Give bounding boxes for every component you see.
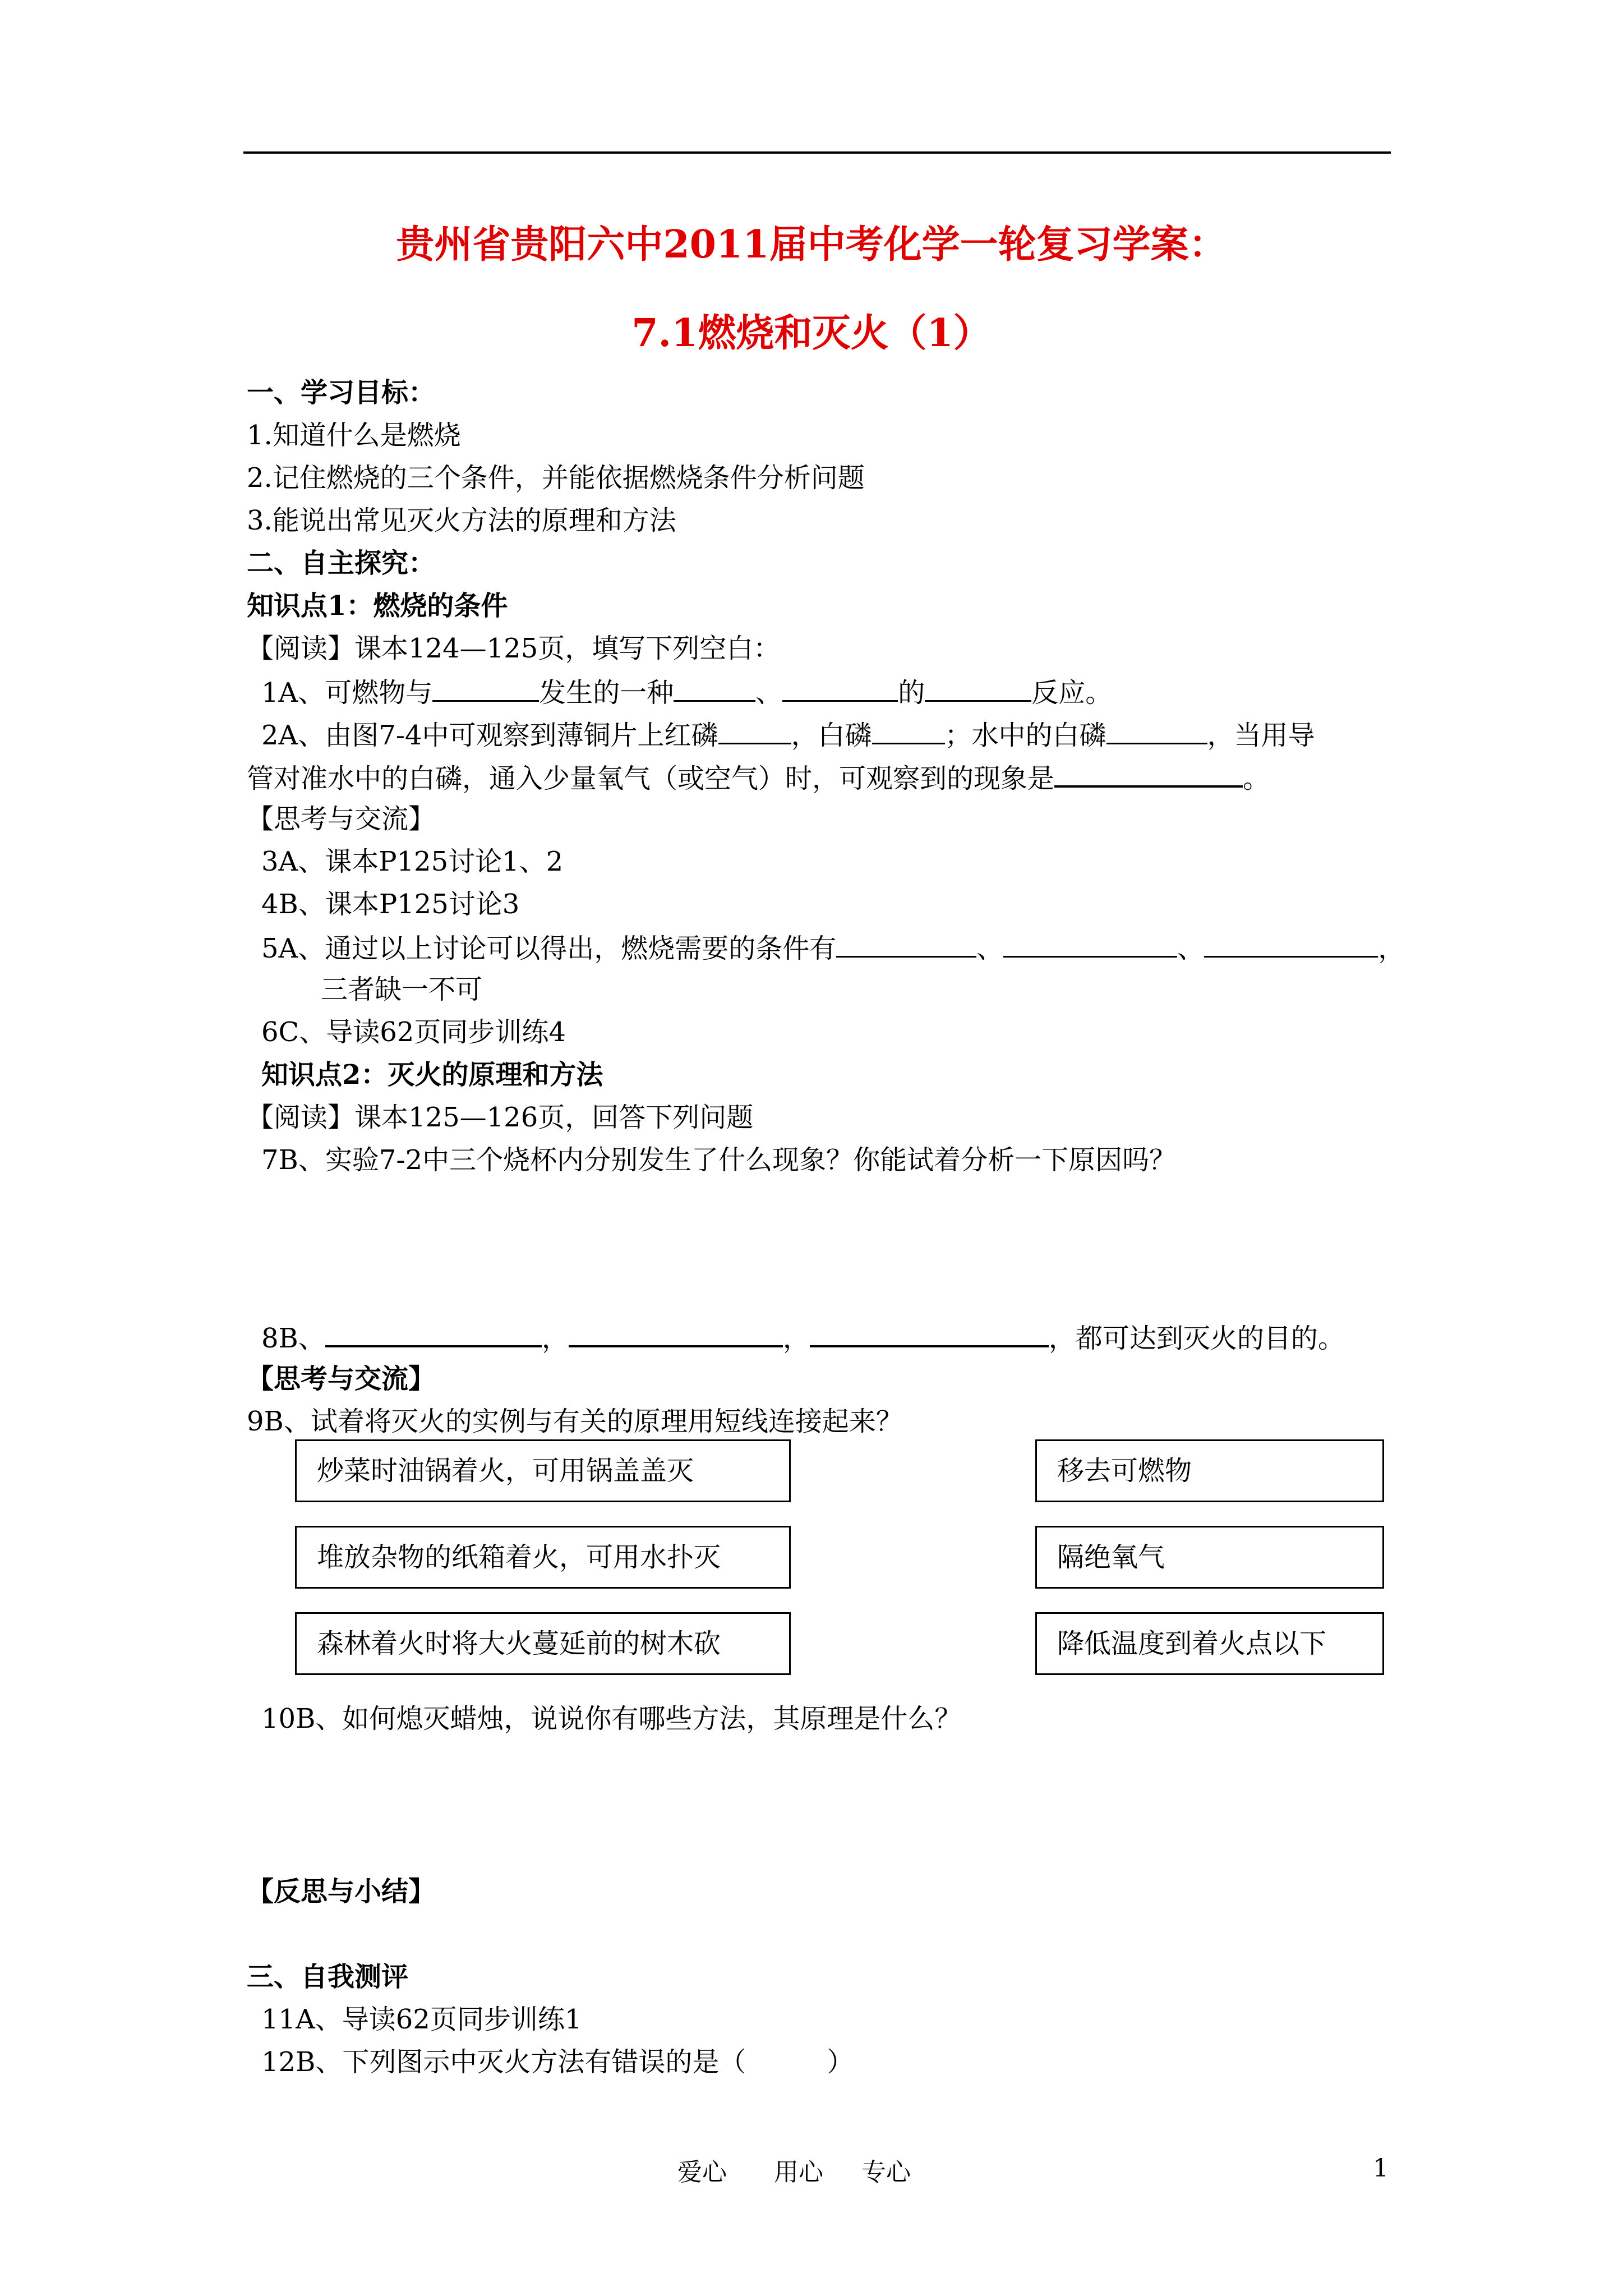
principle-box-1[interactable]: 移去可燃物	[1035, 1439, 1384, 1502]
question-3: 3A、课本P125讨论1、2	[261, 846, 564, 877]
page-number: 1	[1373, 2154, 1389, 2183]
blank	[1106, 717, 1207, 744]
title-line-2: 7.1燃烧和灭火（1）	[631, 311, 992, 356]
question-6: 6C、导读62页同步训练4	[261, 1016, 566, 1048]
header-rule	[243, 151, 1391, 154]
blank	[325, 1319, 542, 1347]
section-3-heading: 三、自我测评	[247, 1961, 409, 1993]
example-box-2[interactable]: 堆放杂物的纸箱着火，可用水扑灭	[295, 1526, 791, 1589]
blank	[810, 1319, 1049, 1347]
question-1: 1A、可燃物与 发生的一种 、 的 反应。	[261, 674, 1112, 710]
example-box-1[interactable]: 炒菜时油锅着火，可用锅盖盖灭	[295, 1439, 791, 1502]
question-4: 4B、课本P125讨论3	[261, 889, 520, 920]
blank	[872, 717, 945, 744]
knowledge-point-1-heading: 知识点1：燃烧的条件	[247, 590, 508, 622]
reflection-heading: 【反思与小结】	[247, 1876, 436, 1907]
blank	[718, 717, 791, 744]
reading-instruction-2: 【阅读】课本125—126页，回答下列问题	[247, 1102, 754, 1133]
blank	[1204, 930, 1378, 958]
question-8: 8B、 ， ， ，都可达到灭火的目的。	[261, 1319, 1345, 1355]
knowledge-point-2-heading: 知识点2：灭火的原理和方法	[261, 1059, 603, 1091]
question-2-line-1: 2A、由图7-4中可观察到薄铜片上红磷 ，白磷 ；水中的白磷 ，当用导	[261, 717, 1315, 752]
question-2-line-2: 管对准水中的白磷，通入少量氧气（或空气）时，可观察到的现象是 。	[247, 760, 1270, 795]
question-9: 9B、试着将灭火的实例与有关的原理用短线连接起来？	[247, 1406, 903, 1437]
goal-1: 1.知道什么是燃烧	[247, 420, 461, 451]
blank	[925, 674, 1031, 702]
principle-box-3[interactable]: 降低温度到着火点以下	[1035, 1612, 1384, 1675]
principle-box-2[interactable]: 隔绝氧气	[1035, 1526, 1384, 1589]
section-1-heading: 一、学习目标：	[247, 377, 436, 408]
blank	[836, 930, 976, 958]
think-discuss-2: 【思考与交流】	[247, 1363, 436, 1395]
question-10: 10B、如何熄灭蜡烛，说说你有哪些方法，其原理是什么？	[261, 1703, 962, 1734]
blank	[674, 674, 755, 702]
goal-3: 3.能说出常见灭火方法的原理和方法	[247, 505, 676, 536]
blank	[432, 674, 539, 702]
goal-2: 2.记住燃烧的三个条件，并能依据燃烧条件分析问题	[247, 462, 865, 494]
question-12: 12B、下列图示中灭火方法有错误的是（ ）	[261, 2046, 854, 2078]
footer-right: 专心	[861, 2158, 911, 2187]
title-line-1: 贵州省贵阳六中2011届中考化学一轮复习学案：	[396, 222, 1227, 267]
question-7: 7B、实验7-2中三个烧杯内分别发生了什么现象？你能试着分析一下原因吗？	[261, 1144, 1177, 1176]
blank	[1054, 760, 1243, 788]
blank	[782, 674, 898, 702]
footer-mid: 用心	[774, 2158, 823, 2187]
question-5-line-1: 5A、通过以上讨论可以得出，燃烧需要的条件有 、 、 ，	[261, 930, 1405, 965]
blank	[569, 1319, 783, 1347]
question-11: 11A、导读62页同步训练1	[261, 2004, 582, 2035]
footer-left: 爱心	[677, 2158, 727, 2187]
question-5-line-2: 三者缺一不可	[321, 974, 483, 1005]
blank	[1003, 930, 1177, 958]
think-discuss-1: 【思考与交流】	[247, 803, 436, 835]
reading-instruction-1: 【阅读】课本124—125页，填写下列空白：	[247, 633, 781, 664]
example-box-3[interactable]: 森林着火时将大火蔓延前的树木砍	[295, 1612, 791, 1675]
section-2-heading: 二、自主探究：	[247, 547, 436, 579]
